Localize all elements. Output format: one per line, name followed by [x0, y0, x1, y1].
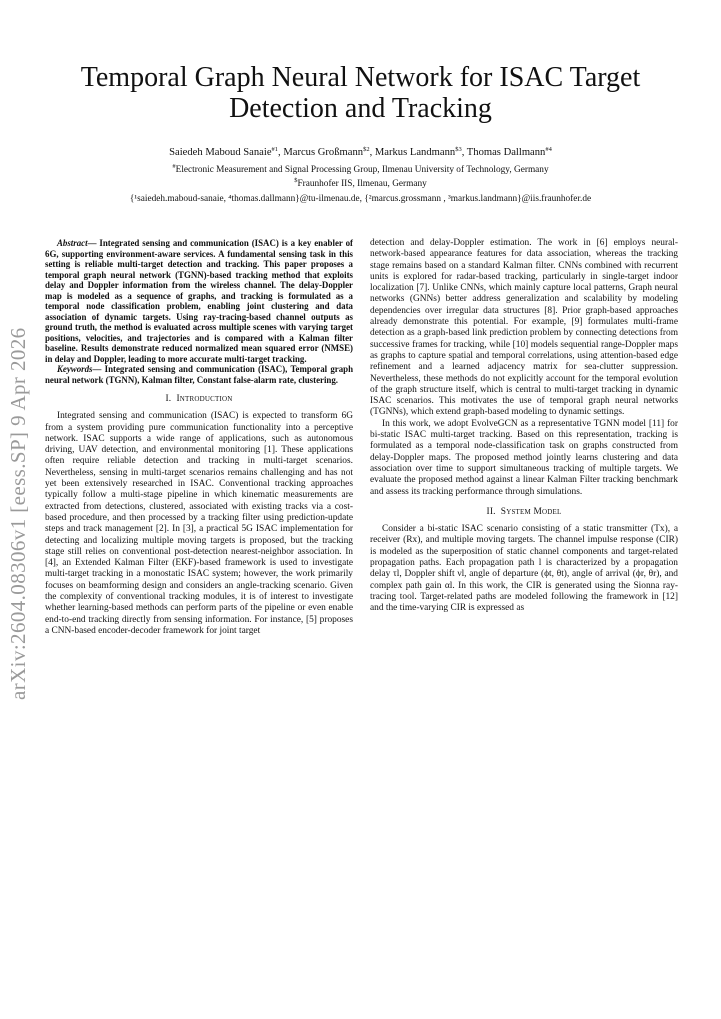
author-name: Saiedeh Maboud Sanaie	[169, 147, 272, 158]
email-list: {¹saiedeh.maboud-sanaie, ⁴thomas.dallmann}@tu-ilmenau.de, {²marcus.grossmann , ³markus.landmann}@iis.fraunhofer.de	[129, 194, 592, 204]
author-marker: #4	[545, 146, 552, 153]
paper-title: Temporal Graph Neural Network for ISAC Target Detection and Tracking	[80, 62, 641, 124]
section-heading-introduction: I. Introduction	[165, 394, 233, 404]
abstract-label: Abstract	[57, 238, 88, 248]
affiliation-text: Electronic Measurement and Signal Processing Group, Ilmenau University of Technology, Germany	[175, 165, 549, 175]
author-marker: $2	[363, 146, 370, 153]
author-name: Markus Landmann	[374, 147, 456, 158]
abstract-text: Integrated sensing and communication (ISAC) is a key enabler of 6G, supporting environment-aware services. A fundamental sensing task in this setting is reliable multi-target detection and tracking. This paper proposes a temporal graph neural network (TGNN)-based tracking method that exploits delay and Doppler information from the wireless channel. The delay-Doppler map is modeled as a sequence of graphs, and tracking is formulated as a temporal node classification problem, enabling joint clustering and data association of dynamic targets. Using ray-tracing-based channel outputs as ground truth, the method is evaluated across multiple scenes with varying target positions, velocities, and trajectories and is compared with a Kalman filter baseline. Results demonstrate reduced normalized mean squared error (NMSE) in delay and Doppler, leading to more accurate multi-target tracking.	[45, 238, 354, 364]
author-name: Marcus Großmann	[283, 147, 364, 158]
keywords: Keywords— Integrated sensing and communication (ISAC), Temporal graph neural network (TGNN), Kalman filter, Constant false-alarm rate, clustering.	[45, 364, 354, 385]
keywords-label: Keywords	[57, 364, 93, 374]
affiliation-2	[30, 178, 691, 190]
author-marker: $3	[455, 146, 462, 153]
keywords-text: Integrated sensing and communication (ISAC), Temporal graph neural network (TGNN), Kalman filter, Constant false-alarm rate, clustering.	[45, 364, 354, 385]
intro-paragraph-2: In this work, we adopt EvolveGCN as a representative TGNN model [11] for bi-static ISAC multi-target tracking. Based on this representation, tracking is formulated as a temporal node-classification task on graphs constructed from delay-Doppler maps. The proposed method jointly learns clustering and data association over time to support simultaneous tracking of multiple targets. We evaluate the proposed method against a linear Kalman Filter tracking benchmark and assess its tracking performance through simulations.	[370, 418, 678, 497]
author-list: Saiedeh Maboud Sanaie$^{\#1}$, Marcus Großmann$^{\$2}$, Markus Landmann$^{\$3}$, Thomas Dallmann$^{\#4}$	[169, 146, 552, 158]
affiliation-marker: $	[294, 177, 298, 184]
affiliation-text: Fraunhofer IIS, Ilmenau, Germany	[297, 179, 427, 189]
author-name: Thomas Dallmann	[466, 147, 546, 158]
affiliation-marker: #	[172, 163, 176, 170]
affiliation-1	[30, 164, 691, 176]
author-marker: #1	[271, 146, 279, 153]
left-column	[45, 238, 353, 637]
arxiv-stamp: arXiv:2604.08306v1 [eess.SP] 9 Apr 2026	[6, 327, 30, 700]
right-column	[370, 238, 678, 615]
intro-paragraph-1: Integrated sensing and communication (ISAC) is expected to transform 6G from a system providing pure communication functionality into a perceptive network. ISAC supports a wide range of applications, such as autonomous driving, UAV detection, and environmental monitoring [1]. These applications often require reliable detection and tracking in multi-target scenarios. Nevertheless, sensing in multi-target scenarios remains challenging and has not yet been extensively researched in ISAC. Conventional tracking approaches typically follow a multi-stage pipeline in which kinematic measurements are extracted from detections, clustered, associated with existing tracks via a cost-based procedure, and then processed by a tracking filter using prediction-update steps and track management [2]. In [3], a practical 5G ISAC implementation for detecting and localizing multiple moving targets is proposed, but the tracking stage still relies on conventional post-detection nearest-neighbor association. In [4], an Extended Kalman Filter (EKF)-based framework is used to investigate multi-target tracking in a monostatic ISAC system; however, the work primarily focuses on beamforming design and considers an angle-tracking scenario. Given the complexity of conventional tracking modules, it is of interest to investigate whether learning-based methods can perform parts of the pipeline or even enable end-to-end tracking directly from sensing information. For instance, [5] proposes a CNN-based encoder-decoder framework for joint target	[45, 411, 353, 636]
intro-paragraph-1-continued: detection and delay-Doppler estimation. The work in [6] employs neural-network-based appearance features for data association, whereas the tracking stage remains based on a standard Kalman filter. CNNs combined with recurrent units is explored for radar-based tracking, particularly in single-target indoor localization [7]. Unlike CNNs, which mainly capture local patterns, Graph neural networks (GNNs) better address generalization and scalability by modeling dependencies over irregular data structures [8]. Prior graph-based approaches already demonstrate this potential. For example, [9] formulates multi-frame detection as a graph-based link prediction problem by connecting detections from successive frames for tracking, while [10] models sequential range-Doppler maps as graphs to capture spatial and temporal correlations, using attention-based edge refinement and a learned adjacency matrix for sea-clutter suppression. Nevertheless, these methods do not explicitly account for the temporal evolution of the graph structure itself, which is central to multi-target tracking in dynamic ISAC scenarios. This motivates the use of temporal graph neural networks (TGNNs), which extend graph-based modeling to dynamic settings.	[370, 238, 678, 418]
system-model-paragraph-1: Consider a bi-static ISAC scenario consisting of a static transmitter (Tx), a receiver (Rx), and multiple moving targets. The channel impulse response (CIR) is modeled as the superposition of static channel components and target-related propagation paths. Each propagation path l is characterized by a propagation delay τl, Doppler shift νl, angle of departure (ϕt, θt), angle of arrival (ϕr, θr), and complex path gain αl. In this work, the CIR is generated using the Sionna ray-tracing tool. Target-related paths are modeled following the framework in [12] and the time-varying CIR is expressed as	[370, 524, 678, 614]
section-heading-system-model: II. System Model	[486, 506, 562, 517]
abstract: Abstract— Integrated sensing and communication (ISAC) is a key enabler of 6G, supporting environment-aware services. A fundamental sensing task in this setting is reliable multi-target detection and tracking. This paper proposes a temporal graph neural network (TGNN)-based tracking method that exploits delay and Doppler information from the wireless channel. The delay-Doppler map is modeled as a sequence of graphs, and tracking is formulated as a temporal node classification problem, enabling joint clustering and data association of dynamic targets. Using ray-tracing-based channel outputs as ground truth, the method is evaluated across multiple scenes with varying target positions, velocities, and trajectories and is compared with a Kalman filter baseline. Results demonstrate reduced normalized mean squared error (NMSE) in delay and Doppler, leading to more accurate multi-target tracking.	[45, 238, 354, 364]
